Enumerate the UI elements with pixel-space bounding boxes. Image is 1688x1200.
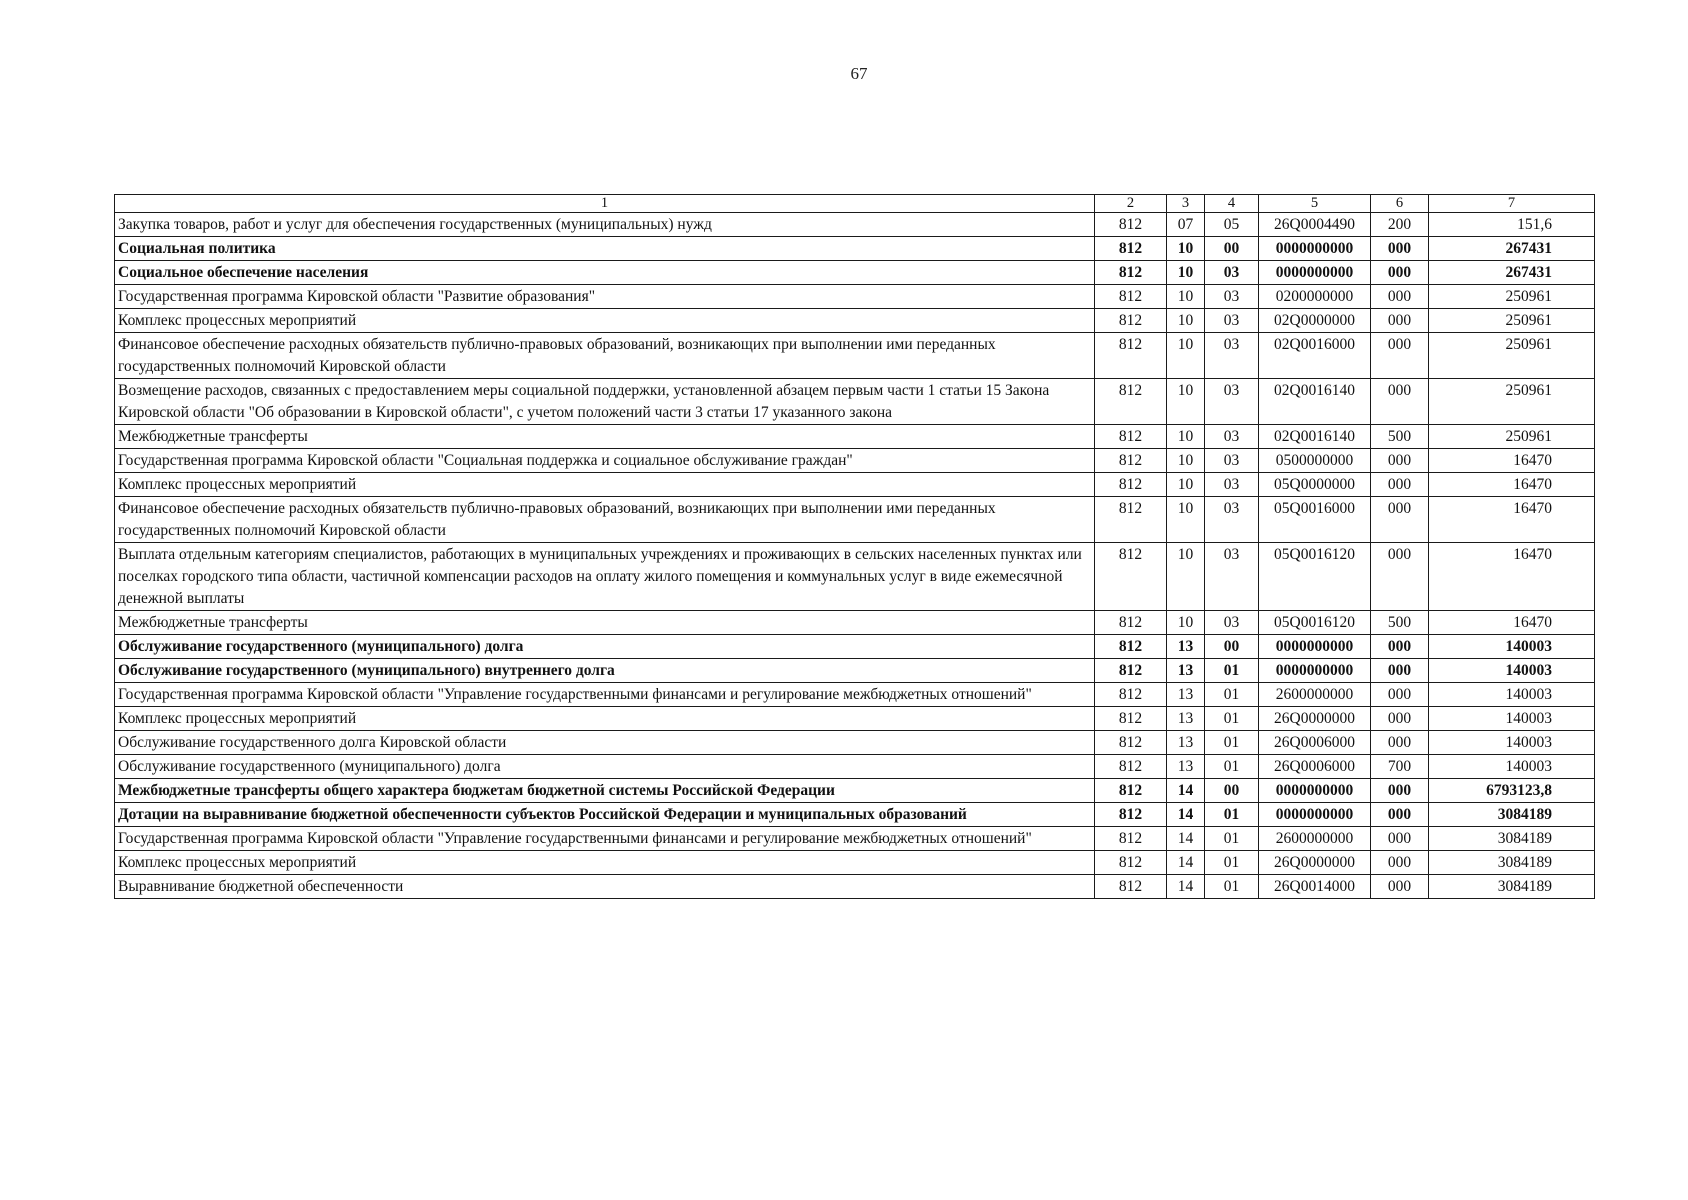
amount: 250961 [1429,309,1595,333]
table-row [115,543,1595,611]
table-row [115,851,1595,875]
amount: 16470 [1429,611,1595,635]
subsection-code: 01 [1205,803,1259,827]
target-article-code: 26Q0004490 [1259,213,1371,237]
row-name: Социальное обеспечение населения [115,261,1095,285]
row-name: Государственная программа Кировской области "Социальная поддержка и социальное обслуживание граждан" [115,449,1095,473]
amount: 250961 [1429,379,1595,425]
expense-type-code: 000 [1371,497,1429,543]
amount: 16470 [1429,543,1595,611]
section-code: 14 [1167,851,1205,875]
target-article-code: 02Q0016140 [1259,379,1371,425]
subsection-code: 01 [1205,707,1259,731]
table-row [115,875,1595,899]
target-article-code: 26Q0006000 [1259,755,1371,779]
expense-type-code: 000 [1371,851,1429,875]
ministry-code: 812 [1095,611,1167,635]
row-name: Межбюджетные трансферты [115,611,1095,635]
expense-type-code: 000 [1371,683,1429,707]
target-article-code: 0000000000 [1259,261,1371,285]
expense-type-code: 000 [1371,659,1429,683]
row-name: Возмещение расходов, связанных с предоставлением меры социальной поддержки, установленной абзацем первым части 1 статьи 15 Закона Кировской области "Об образовании в Кировской области", с учетом положений части 3 статьи 17 указанного закона [115,379,1095,425]
subsection-code: 00 [1205,237,1259,261]
subsection-code: 05 [1205,213,1259,237]
expense-type-code: 000 [1371,309,1429,333]
amount: 16470 [1429,497,1595,543]
table-row [115,683,1595,707]
target-article-code: 26Q0006000 [1259,731,1371,755]
amount: 140003 [1429,683,1595,707]
row-name: Обслуживание государственного (муниципального) внутреннего долга [115,659,1095,683]
row-name: Социальная политика [115,237,1095,261]
ministry-code: 812 [1095,851,1167,875]
amount: 3084189 [1429,803,1595,827]
section-code: 10 [1167,497,1205,543]
subsection-code: 03 [1205,543,1259,611]
amount: 3084189 [1429,851,1595,875]
table-row [115,473,1595,497]
target-article-code: 0000000000 [1259,803,1371,827]
expense-type-code: 000 [1371,333,1429,379]
target-article-code: 02Q0016000 [1259,333,1371,379]
amount: 250961 [1429,333,1595,379]
section-code: 10 [1167,237,1205,261]
subsection-code: 03 [1205,285,1259,309]
section-code: 14 [1167,827,1205,851]
expense-type-code: 000 [1371,875,1429,899]
subsection-code: 00 [1205,635,1259,659]
subsection-code: 03 [1205,333,1259,379]
ministry-code: 812 [1095,449,1167,473]
amount: 250961 [1429,425,1595,449]
table-row [115,731,1595,755]
expense-type-code: 000 [1371,285,1429,309]
subsection-code: 01 [1205,683,1259,707]
target-article-code: 05Q0000000 [1259,473,1371,497]
subsection-code: 03 [1205,261,1259,285]
target-article-code: 26Q0000000 [1259,851,1371,875]
row-name: Комплекс процессных мероприятий [115,473,1095,497]
row-name: Межбюджетные трансферты общего характера бюджетам бюджетной системы Российской Федерации [115,779,1095,803]
target-article-code: 0000000000 [1259,779,1371,803]
row-name: Дотации на выравнивание бюджетной обеспеченности субъектов Российской Федерации и муниципальных образований [115,803,1095,827]
row-name: Государственная программа Кировской области "Управление государственными финансами и регулирование межбюджетных отношений" [115,683,1095,707]
amount: 267431 [1429,237,1595,261]
expense-type-code: 000 [1371,803,1429,827]
expense-type-code: 000 [1371,635,1429,659]
expense-type-code: 700 [1371,755,1429,779]
ministry-code: 812 [1095,261,1167,285]
table-row [115,635,1595,659]
amount: 140003 [1429,731,1595,755]
amount: 267431 [1429,261,1595,285]
target-article-code: 26Q0014000 [1259,875,1371,899]
section-code: 07 [1167,213,1205,237]
amount: 151,6 [1429,213,1595,237]
section-code: 13 [1167,731,1205,755]
row-name: Закупка товаров, работ и услуг для обеспечения государственных (муниципальных) нужд [115,213,1095,237]
ministry-code: 812 [1095,755,1167,779]
row-name: Государственная программа Кировской области "Управление государственными финансами и регулирование межбюджетных отношений" [115,827,1095,851]
row-name: Финансовое обеспечение расходных обязательств публично-правовых образований, возникающих при выполнении ими переданных государственных полномочий Кировской области [115,333,1095,379]
row-name: Финансовое обеспечение расходных обязательств публично-правовых образований, возникающих при выполнении ими переданных государственных полномочий Кировской области [115,497,1095,543]
target-article-code: 0000000000 [1259,237,1371,261]
row-name: Обслуживание государственного (муниципального) долга [115,635,1095,659]
section-code: 14 [1167,803,1205,827]
column-header: 7 [1429,195,1595,213]
table-row [115,707,1595,731]
table-row [115,333,1595,379]
ministry-code: 812 [1095,237,1167,261]
column-header: 4 [1205,195,1259,213]
subsection-code: 03 [1205,425,1259,449]
table-row [115,497,1595,543]
row-name: Комплекс процессных мероприятий [115,309,1095,333]
row-name: Комплекс процессных мероприятий [115,707,1095,731]
section-code: 10 [1167,379,1205,425]
ministry-code: 812 [1095,285,1167,309]
section-code: 13 [1167,707,1205,731]
column-header: 6 [1371,195,1429,213]
row-name: Межбюджетные трансферты [115,425,1095,449]
column-number-row [115,195,1595,213]
section-code: 13 [1167,659,1205,683]
ministry-code: 812 [1095,333,1167,379]
target-article-code: 05Q0016000 [1259,497,1371,543]
expense-type-code: 500 [1371,425,1429,449]
expense-type-code: 000 [1371,237,1429,261]
expense-type-code: 000 [1371,261,1429,285]
row-name: Государственная программа Кировской области "Развитие образования" [115,285,1095,309]
section-code: 13 [1167,683,1205,707]
ministry-code: 812 [1095,309,1167,333]
subsection-code: 03 [1205,611,1259,635]
ministry-code: 812 [1095,379,1167,425]
subsection-code: 01 [1205,827,1259,851]
target-article-code: 2600000000 [1259,827,1371,851]
section-code: 14 [1167,875,1205,899]
target-article-code: 02Q0016140 [1259,425,1371,449]
expense-type-code: 000 [1371,779,1429,803]
target-article-code: 0200000000 [1259,285,1371,309]
expense-type-code: 000 [1371,543,1429,611]
section-code: 13 [1167,635,1205,659]
ministry-code: 812 [1095,731,1167,755]
target-article-code: 2600000000 [1259,683,1371,707]
section-code: 14 [1167,779,1205,803]
subsection-code: 00 [1205,779,1259,803]
amount: 6793123,8 [1429,779,1595,803]
section-code: 10 [1167,425,1205,449]
target-article-code: 05Q0016120 [1259,543,1371,611]
table-body [115,195,1595,899]
row-name: Обслуживание государственного (муниципального) долга [115,755,1095,779]
target-article-code: 02Q0000000 [1259,309,1371,333]
section-code: 10 [1167,473,1205,497]
table-row [115,237,1595,261]
column-header: 2 [1095,195,1167,213]
expense-type-code: 000 [1371,473,1429,497]
section-code: 10 [1167,611,1205,635]
row-name: Выравнивание бюджетной обеспеченности [115,875,1095,899]
table-row [115,779,1595,803]
amount: 140003 [1429,659,1595,683]
subsection-code: 03 [1205,497,1259,543]
table-row [115,261,1595,285]
table-row [115,611,1595,635]
ministry-code: 812 [1095,473,1167,497]
target-article-code: 0500000000 [1259,449,1371,473]
column-header: 5 [1259,195,1371,213]
ministry-code: 812 [1095,497,1167,543]
ministry-code: 812 [1095,543,1167,611]
table-row [115,379,1595,425]
target-article-code: 26Q0000000 [1259,707,1371,731]
target-article-code: 0000000000 [1259,635,1371,659]
section-code: 13 [1167,755,1205,779]
amount: 140003 [1429,635,1595,659]
expense-type-code: 000 [1371,707,1429,731]
table-row [115,425,1595,449]
expense-type-code: 200 [1371,213,1429,237]
ministry-code: 812 [1095,659,1167,683]
amount: 16470 [1429,449,1595,473]
target-article-code: 05Q0016120 [1259,611,1371,635]
ministry-code: 812 [1095,213,1167,237]
row-name: Комплекс процессных мероприятий [115,851,1095,875]
row-name: Выплата отдельным категориям специалистов, работающих в муниципальных учреждениях и проживающих в сельских населенных пунктах или поселках городского типа области, частичной компенсации расходов на оплату жилого помещения и коммунальных услуг в виде ежемесячной денежной выплаты [115,543,1095,611]
subsection-code: 03 [1205,379,1259,425]
amount: 140003 [1429,755,1595,779]
expense-type-code: 000 [1371,827,1429,851]
section-code: 10 [1167,449,1205,473]
subsection-code: 03 [1205,473,1259,497]
table-row [115,659,1595,683]
section-code: 10 [1167,261,1205,285]
ministry-code: 812 [1095,875,1167,899]
amount: 3084189 [1429,875,1595,899]
ministry-code: 812 [1095,635,1167,659]
table-row [115,449,1595,473]
table-row [115,803,1595,827]
table-row [115,755,1595,779]
subsection-code: 01 [1205,659,1259,683]
subsection-code: 03 [1205,449,1259,473]
section-code: 10 [1167,333,1205,379]
column-header: 3 [1167,195,1205,213]
ministry-code: 812 [1095,803,1167,827]
table-row [115,285,1595,309]
section-code: 10 [1167,543,1205,611]
subsection-code: 01 [1205,731,1259,755]
expense-type-code: 000 [1371,379,1429,425]
section-code: 10 [1167,285,1205,309]
amount: 250961 [1429,285,1595,309]
subsection-code: 01 [1205,851,1259,875]
ministry-code: 812 [1095,425,1167,449]
amount: 140003 [1429,707,1595,731]
subsection-code: 03 [1205,309,1259,333]
expense-type-code: 500 [1371,611,1429,635]
ministry-code: 812 [1095,779,1167,803]
table-row [115,213,1595,237]
amount: 16470 [1429,473,1595,497]
column-header: 1 [115,195,1095,213]
ministry-code: 812 [1095,683,1167,707]
expense-type-code: 000 [1371,731,1429,755]
table-row [115,827,1595,851]
ministry-code: 812 [1095,827,1167,851]
row-name: Обслуживание государственного долга Кировской области [115,731,1095,755]
subsection-code: 01 [1205,755,1259,779]
section-code: 10 [1167,309,1205,333]
target-article-code: 0000000000 [1259,659,1371,683]
expense-type-code: 000 [1371,449,1429,473]
table-row [115,309,1595,333]
budget-table [114,194,1595,899]
amount: 3084189 [1429,827,1595,851]
subsection-code: 01 [1205,875,1259,899]
ministry-code: 812 [1095,707,1167,731]
page-number: 67 [850,64,868,83]
